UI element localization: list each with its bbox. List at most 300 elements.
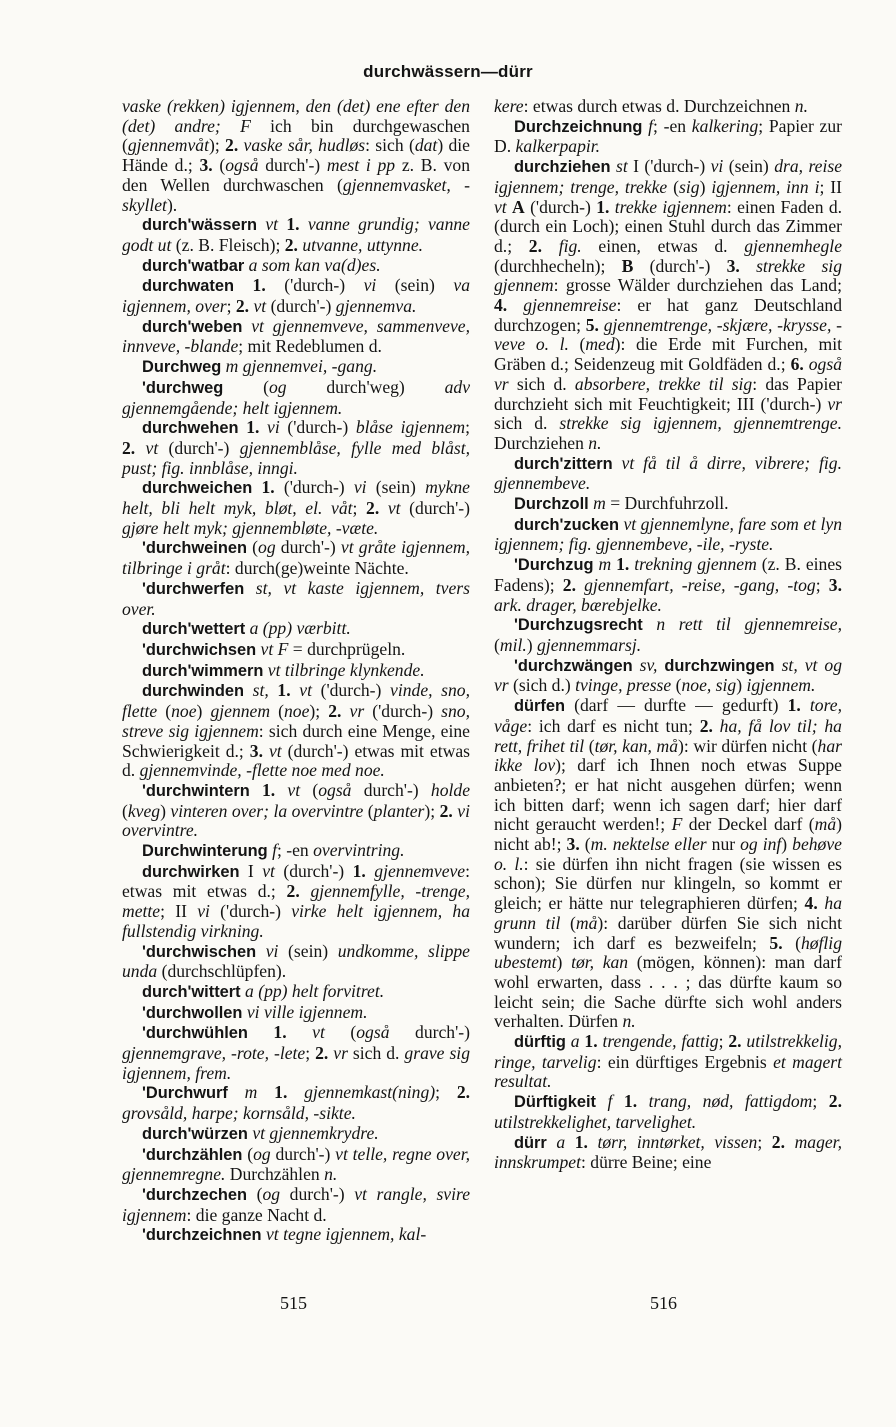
italic-text: f <box>648 115 654 136</box>
dictionary-entry <box>122 841 470 862</box>
entry-text <box>547 1132 557 1152</box>
sense-number: 1. <box>574 1131 588 1152</box>
italic-text: mager, innskrumpet <box>494 1131 842 1173</box>
sense-number: 6. <box>790 354 804 375</box>
italic-text: kalkerpapir. <box>515 136 601 157</box>
dictionary-entry <box>494 656 842 696</box>
dictionary-entry <box>494 157 842 454</box>
entry-text: ich bin durchgewaschen ( <box>122 115 470 156</box>
headword: 'durchzeichnen <box>142 1226 262 1245</box>
entry-text: ('durch-) <box>524 196 597 217</box>
entry-text: (sein) <box>278 940 338 961</box>
headword: 'durchzwängen <box>514 656 633 675</box>
entry-text: ). <box>166 194 178 215</box>
italic-text: vi <box>363 275 377 296</box>
entry-text: : etwas mit etwas d.; <box>122 860 471 902</box>
italic-text: må <box>575 912 598 933</box>
dictionary-entry <box>494 117 842 157</box>
entry-text: sich d. <box>347 1043 405 1064</box>
italic-text: noe <box>171 701 197 722</box>
entry-text: sich d. <box>494 413 560 434</box>
italic-text: også <box>225 155 259 176</box>
italic-text: vt <box>494 196 507 217</box>
entry-text: (sich d.) <box>508 675 576 696</box>
italic-text: a <box>556 1131 566 1152</box>
entry-text: ( <box>122 800 128 821</box>
headword: durch'würzen <box>142 1124 248 1143</box>
italic-text: st, vt og vr <box>494 654 842 696</box>
entry-text: ( <box>782 932 801 953</box>
entry-text: (durch'-) <box>158 437 240 458</box>
italic-text: vt <box>265 214 279 235</box>
italic-text: holde <box>430 779 471 800</box>
italic-text: med <box>585 334 615 355</box>
italic-text: vt <box>253 296 267 317</box>
dictionary-entry <box>122 357 470 378</box>
right-column <box>494 97 842 1173</box>
sense-number: 2. <box>699 715 713 736</box>
headword: durchwehen <box>142 419 239 438</box>
italic-text: gjennemmarsj. <box>537 634 642 655</box>
italic-text: gjennemtrenge, -skjære, -krysse, -veve o. l. <box>494 314 842 355</box>
headword: 'Durchzugsrecht <box>514 616 643 635</box>
entry-text: (mögen, können): man darf wohl erwarten, dass . . . ; das dürfte kaum so leicht sein; die Sache dürfte sich wohl anders verhalten. Dürfen <box>494 952 843 1032</box>
sense-number: 2. <box>328 701 342 722</box>
italic-text: vinde, sno, flette <box>122 680 470 722</box>
italic-text: trekke igjennem <box>614 196 727 217</box>
headword: durchzwingen <box>664 656 775 675</box>
entry-text: ( <box>242 1143 254 1164</box>
sense-number: B <box>621 255 634 276</box>
italic-text: f <box>272 840 277 861</box>
dictionary-entry <box>122 378 470 418</box>
italic-text: behøve o. l. <box>494 834 842 874</box>
dictionary-entry <box>122 640 470 661</box>
left-column <box>122 97 470 1246</box>
entry-text: durch'-) <box>389 1022 470 1043</box>
headword: dürftig <box>514 1033 566 1052</box>
entry-text: (durch'-) <box>266 296 336 317</box>
italic-text: grovsåld, harpe; kornsåld, -sikte. <box>122 1103 356 1124</box>
sense-number: A <box>512 196 525 217</box>
italic-text: vt gjennemkrydre. <box>252 1122 379 1143</box>
dictionary-entry <box>122 1023 470 1083</box>
italic-text: va igjennem, over <box>122 275 470 317</box>
italic-text: a (pp) helt forvitret. <box>245 980 385 1001</box>
entry-text <box>596 1091 608 1111</box>
entry-text: ; Papier zur D. <box>494 115 842 157</box>
entry-text: nur <box>706 834 741 855</box>
entry-text: durch'-) <box>280 1183 355 1204</box>
entry-text: ; <box>226 296 236 317</box>
page-header: durchwässern—dürr <box>363 62 533 81</box>
headword: durch'zittern <box>514 454 613 473</box>
dictionary-entry <box>122 862 470 942</box>
entry-text <box>366 861 374 881</box>
italic-text: n rett til gjennemreise, <box>656 614 842 635</box>
entry-text: ) <box>196 701 211 722</box>
sense-number: 3. <box>828 574 842 595</box>
italic-text: gjennemvinde, -flette noe med noe. <box>139 760 385 781</box>
dictionary-entry <box>122 215 470 255</box>
dictionary-entry <box>122 1124 470 1145</box>
italic-text: F <box>671 814 683 835</box>
sense-number: 2. <box>286 881 300 902</box>
dictionary-entry <box>494 696 842 1032</box>
italic-text: m <box>244 1082 258 1103</box>
italic-text: gjennemva. <box>335 296 417 317</box>
headword: Durchzeichnung <box>514 117 643 136</box>
entry-text: sich d. <box>508 373 575 394</box>
italic-text: vt tegne igjennem, kal- <box>265 1224 427 1245</box>
entry-text: ; <box>757 1131 772 1152</box>
italic-text: m <box>598 554 612 575</box>
italic-text: overvintring. <box>313 840 405 861</box>
headword: 'durchzählen <box>142 1145 243 1164</box>
sense-number: 4. <box>804 893 818 914</box>
italic-text: vr <box>827 393 842 414</box>
sense-number: 3. <box>249 740 263 761</box>
sense-number: 2. <box>528 235 542 256</box>
italic-text: ; <box>214 115 241 136</box>
entry-text: : einen Faden d. (durch ein Loch); einen Stuhl durch das Zimmer d.; <box>494 196 843 256</box>
italic-text: vi <box>710 156 724 177</box>
italic-text: vt <box>262 860 275 881</box>
italic-text: a som kan va(d)es. <box>248 254 381 275</box>
entry-text <box>135 438 145 458</box>
italic-text: vi <box>267 417 280 438</box>
italic-text: st <box>615 156 628 177</box>
headword: durch'weben <box>142 317 243 336</box>
italic-text: n. <box>622 1011 636 1032</box>
italic-text: sv, <box>639 654 658 675</box>
italic-text: grave sig igjennem, frem. <box>122 1043 470 1083</box>
italic-text: vinteren over; la overvintre <box>170 800 364 821</box>
italic-text: tore, våge <box>494 695 842 736</box>
entry-text: ) <box>160 800 171 821</box>
headword: 'durchwintern <box>142 781 250 800</box>
headword: durch'wettert <box>142 620 246 639</box>
entry-text: : das Papier durchzieht sich mit Feuchtigkeit; III ('durch-) <box>494 373 842 414</box>
entry-text: durch'weg) <box>286 376 445 397</box>
italic-text: har ikke lov <box>494 735 842 776</box>
dictionary-entry <box>122 781 470 841</box>
entry-text: ('durch-) <box>279 417 356 438</box>
italic-text: kalkering <box>691 115 759 136</box>
entry-text: = durchprügeln. <box>288 638 406 659</box>
entry-text <box>244 578 256 598</box>
italic-text: a (pp) værbitt. <box>249 618 351 639</box>
sense-number: 1. <box>616 554 630 575</box>
entry-text: ; <box>812 1091 829 1112</box>
entry-text: ( <box>579 834 591 855</box>
headword: durchwaten <box>142 277 234 296</box>
entry-text: (durchhecheln); <box>494 255 622 276</box>
entry-text: (z. B. eines Fadens); <box>494 554 842 595</box>
entry-text: z. B. von den Wellen durchwaschen ( <box>122 155 470 195</box>
italic-text: igjennem. <box>746 675 816 696</box>
dictionary-entry <box>122 1185 470 1225</box>
sense-number: 5. <box>769 932 783 953</box>
italic-text: vt gjennemveve, sammenveve, innveve, -blande <box>122 315 470 357</box>
entry-text: ; -en <box>276 840 314 861</box>
italic-text: n. <box>324 1164 338 1185</box>
dictionary-entry <box>122 276 470 316</box>
italic-text: trengende, fattig <box>602 1031 719 1052</box>
entry-text: : die ganze Nacht d. <box>186 1204 327 1225</box>
italic-text: også <box>356 1022 390 1043</box>
entry-text: ; II <box>819 176 842 197</box>
entry-text: Durchziehen <box>494 432 589 453</box>
italic-text: vt <box>145 437 159 458</box>
entry-text: ): die Erde mit Furchen, mit Gräben d.; Seidenzeug mit Goldfäden d.; <box>494 334 843 375</box>
italic-text: og <box>262 1183 281 1204</box>
entry-text: ); <box>424 800 440 821</box>
italic-text: kere <box>494 96 524 116</box>
entry-text: (durch'-) <box>633 255 727 276</box>
entry-text: ('durch-) <box>265 275 364 296</box>
entry-text <box>507 295 523 315</box>
sense-number: 1. <box>246 417 260 438</box>
italic-text: vi <box>265 940 279 961</box>
entry-text: ( <box>247 537 259 558</box>
sense-number: 1. <box>596 196 610 217</box>
entry-text: ; <box>815 574 829 595</box>
italic-text: n. <box>588 432 602 453</box>
italic-text: absorbere, trekke til sig <box>574 373 753 394</box>
entry-text <box>234 275 253 295</box>
entry-text <box>250 780 262 800</box>
entry-text: ); <box>208 135 226 156</box>
italic-text: a <box>570 1031 580 1052</box>
sense-number: 3. <box>566 834 580 855</box>
entry-text: ( <box>223 376 269 397</box>
headword: durchziehen <box>514 158 611 177</box>
italic-text: også vr <box>494 354 842 394</box>
entry-text <box>542 236 559 256</box>
dictionary-entry <box>494 615 842 655</box>
italic-text: gjennemhegle <box>744 235 842 256</box>
entry-text: I <box>239 860 263 881</box>
entry-text <box>612 1091 624 1111</box>
italic-text: utilstrekkelighet, tarvelighet. <box>494 1111 697 1132</box>
entry-text: ('durch-) <box>274 477 354 498</box>
italic-text: noe, sig <box>681 675 737 696</box>
italic-text: utvanne, uttynne. <box>302 234 424 255</box>
italic-text: gjennemvåt <box>127 135 209 156</box>
sense-number: 2. <box>315 1043 329 1064</box>
entry-text: durch'-) <box>270 1143 336 1164</box>
italic-text: vt gråte igjennem, tilbringe i gråt <box>122 537 470 579</box>
dictionary-entry <box>122 317 470 357</box>
sense-number: 3. <box>726 255 740 276</box>
entry-text: ) <box>736 675 747 696</box>
entry-text <box>300 214 308 234</box>
headword: Dürftigkeit <box>514 1093 596 1112</box>
entry-text: = Durchfuhrzoll. <box>605 493 729 514</box>
italic-text: igjennem, inn i <box>711 176 820 197</box>
italic-text: dra, reise igjennem; trenge, trekke <box>494 156 843 197</box>
headword: 'Durchwurf <box>142 1084 228 1103</box>
sense-number: 1. <box>273 1022 287 1043</box>
sense-number: 2. <box>828 1091 842 1112</box>
entry-text <box>713 716 720 736</box>
sense-number: 1. <box>261 779 276 800</box>
sense-number: 1. <box>623 1091 638 1112</box>
entry-text: ( <box>584 735 595 756</box>
entry-text: (sein) <box>376 275 454 296</box>
dictionary-entry <box>494 1133 842 1173</box>
entry-text: ( <box>157 701 172 722</box>
italic-text: noe <box>284 701 310 722</box>
entry-text <box>287 1082 304 1102</box>
entry-text: I ('durch-) <box>627 156 711 177</box>
italic-text: mil. <box>499 634 527 655</box>
dictionary-entry <box>494 1092 842 1132</box>
sense-number: 1. <box>584 1031 598 1052</box>
entry-text: ( <box>212 155 226 176</box>
headword: 'durchwichsen <box>142 640 257 659</box>
italic-text: vt <box>287 779 301 800</box>
sense-number: 1. <box>286 214 300 235</box>
italic-text: ha, få lov til; ha rett, frihet til <box>494 715 842 756</box>
entry-text: Durchzählen <box>225 1164 325 1185</box>
entry-text: ( <box>270 701 284 722</box>
dictionary-entry <box>122 982 470 1003</box>
entry-text: : er hat ganz Deutschland durchzogen; <box>494 295 842 335</box>
italic-text: kveg <box>127 800 161 821</box>
italic-text: også <box>318 779 352 800</box>
entry-text: : sich durch eine Menge, eine Schwierigkeit d.; <box>122 720 470 761</box>
italic-text: vi <box>353 477 367 498</box>
italic-text: m <box>593 493 606 514</box>
italic-text: vt <box>312 1022 325 1043</box>
dictionary-entry <box>122 97 470 215</box>
headword: 'durchzechen <box>142 1185 247 1204</box>
italic-text: vi overvintre. <box>122 800 470 841</box>
entry-text <box>275 780 287 800</box>
entry-text <box>248 1022 274 1042</box>
sense-number: 1. <box>274 1082 288 1103</box>
italic-text: gjennemkast(ning) <box>304 1082 436 1103</box>
dictionary-entry <box>122 418 470 478</box>
dictionary-entry <box>494 555 842 615</box>
headword: durchwirken <box>142 862 240 881</box>
entry-text <box>256 941 266 961</box>
sense-number: 1. <box>261 477 275 498</box>
headword: Durchweg <box>142 358 222 377</box>
dictionary-entry <box>122 619 470 640</box>
italic-text: st, <box>252 680 269 701</box>
italic-text: vr <box>333 1043 348 1064</box>
entry-text <box>801 695 810 715</box>
entry-text: ); darf ich Ihnen noch etwas Suppe anbieten?; er hat nicht ausgehen dürfen; wenn ich bitten darf; wenn ich sagen darf; hier darf nicht geraucht werden!; <box>494 755 842 835</box>
entry-text: ) <box>526 634 538 655</box>
italic-text: undkomme, slippe unda <box>122 940 470 982</box>
entry-text: ; <box>465 417 470 438</box>
italic-text: gjennemveve <box>374 860 466 881</box>
entry-text <box>565 1132 575 1152</box>
entry-text <box>785 1132 795 1152</box>
sense-number: 2. <box>728 1031 742 1052</box>
sense-number: 2. <box>235 296 250 317</box>
dictionary-entry <box>122 256 470 277</box>
italic-text: vaske (rekken) igjennem, den (det) ene efter den (det) andre <box>122 96 470 136</box>
italic-text: n. <box>794 96 808 116</box>
entry-text: : dürre Beine; eine <box>580 1152 712 1173</box>
entry-text <box>300 881 311 901</box>
entry-text <box>633 655 640 675</box>
entry-text: ): darüber dürfen Sie sich nicht wundern; ich darf es bezweifeln; <box>494 912 842 953</box>
dictionary-entry <box>122 681 470 781</box>
italic-text: sig <box>679 176 700 197</box>
entry-text: ( <box>300 779 319 800</box>
entry-text: : sie dürfen ihn nicht fragen (sie wissen es schon); Sie dürfen nur klingeln, so kommt er gleich; er hätte nur telegraphieren dürfen; <box>494 853 842 914</box>
sense-number: 3. <box>199 155 213 176</box>
entry-text <box>228 1082 245 1102</box>
entry-text: (darf — durfte — gedurft) <box>565 695 788 716</box>
entry-text: ; <box>352 498 367 519</box>
italic-text: sno, streve sig igjennem <box>122 701 470 741</box>
headword: dürr <box>514 1133 547 1152</box>
sense-number: 4. <box>494 295 508 316</box>
italic-text: tørr, inntørket, vissen <box>597 1131 758 1152</box>
dictionary-entry <box>122 942 470 982</box>
entry-text <box>291 680 300 700</box>
entry-text: ( <box>568 334 586 355</box>
entry-text <box>643 614 657 634</box>
entry-text <box>242 316 251 336</box>
dictionary-entry <box>494 515 842 555</box>
entry-text: durch'-) <box>258 155 327 176</box>
italic-text: vt <box>299 680 312 701</box>
italic-text: gjennem <box>210 701 271 722</box>
italic-text: fig. <box>558 235 582 256</box>
sense-number: 2. <box>562 574 576 595</box>
entry-text: ( <box>494 634 500 655</box>
italic-text: gjøre helt myk; gjennembløte, -væte. <box>122 517 379 538</box>
entry-text: : durch(ge)weinte Nächte. <box>225 558 409 579</box>
sense-number: 2. <box>456 1082 471 1103</box>
entry-text: ); <box>309 701 329 722</box>
italic-text: høflig ubestemt <box>494 932 842 973</box>
dictionary-entry <box>122 1083 470 1123</box>
italic-text: strekke sig igjennem, gjennemtrenge. <box>559 413 842 434</box>
dictionary-entry <box>122 661 470 682</box>
italic-text: vanne grundig; vanne godt ut <box>122 214 470 255</box>
italic-text: et magert resultat. <box>494 1051 842 1092</box>
entry-text: durch'-) <box>351 779 431 800</box>
dictionary-entry <box>494 454 842 494</box>
entry-text <box>341 701 349 721</box>
entry-text <box>259 417 267 437</box>
italic-text: strekke sig gjennem <box>494 255 842 296</box>
entry-text: ) die Hände d.; <box>122 135 470 176</box>
italic-text: gjennemfylle, -trenge, mette <box>122 881 470 922</box>
entry-text <box>576 575 584 595</box>
italic-text: gjennemgrave, -rote, -lete <box>122 1043 306 1064</box>
entry-text: (durch'-) <box>274 860 353 881</box>
italic-text: og <box>258 537 276 558</box>
headword: 'durchwühlen <box>142 1024 248 1043</box>
entry-text: (durch'-) <box>400 498 470 519</box>
sense-number: 2. <box>771 1131 785 1152</box>
italic-text: vt telle, regne over, gjennemregne. <box>122 1143 470 1185</box>
entry-text: (sein) <box>366 477 426 498</box>
sense-number: 1. <box>252 275 266 296</box>
italic-text: vt få til å dirre, vibrere; fig. gjennembeve. <box>494 452 842 494</box>
headword: durch'wässern <box>142 216 258 235</box>
